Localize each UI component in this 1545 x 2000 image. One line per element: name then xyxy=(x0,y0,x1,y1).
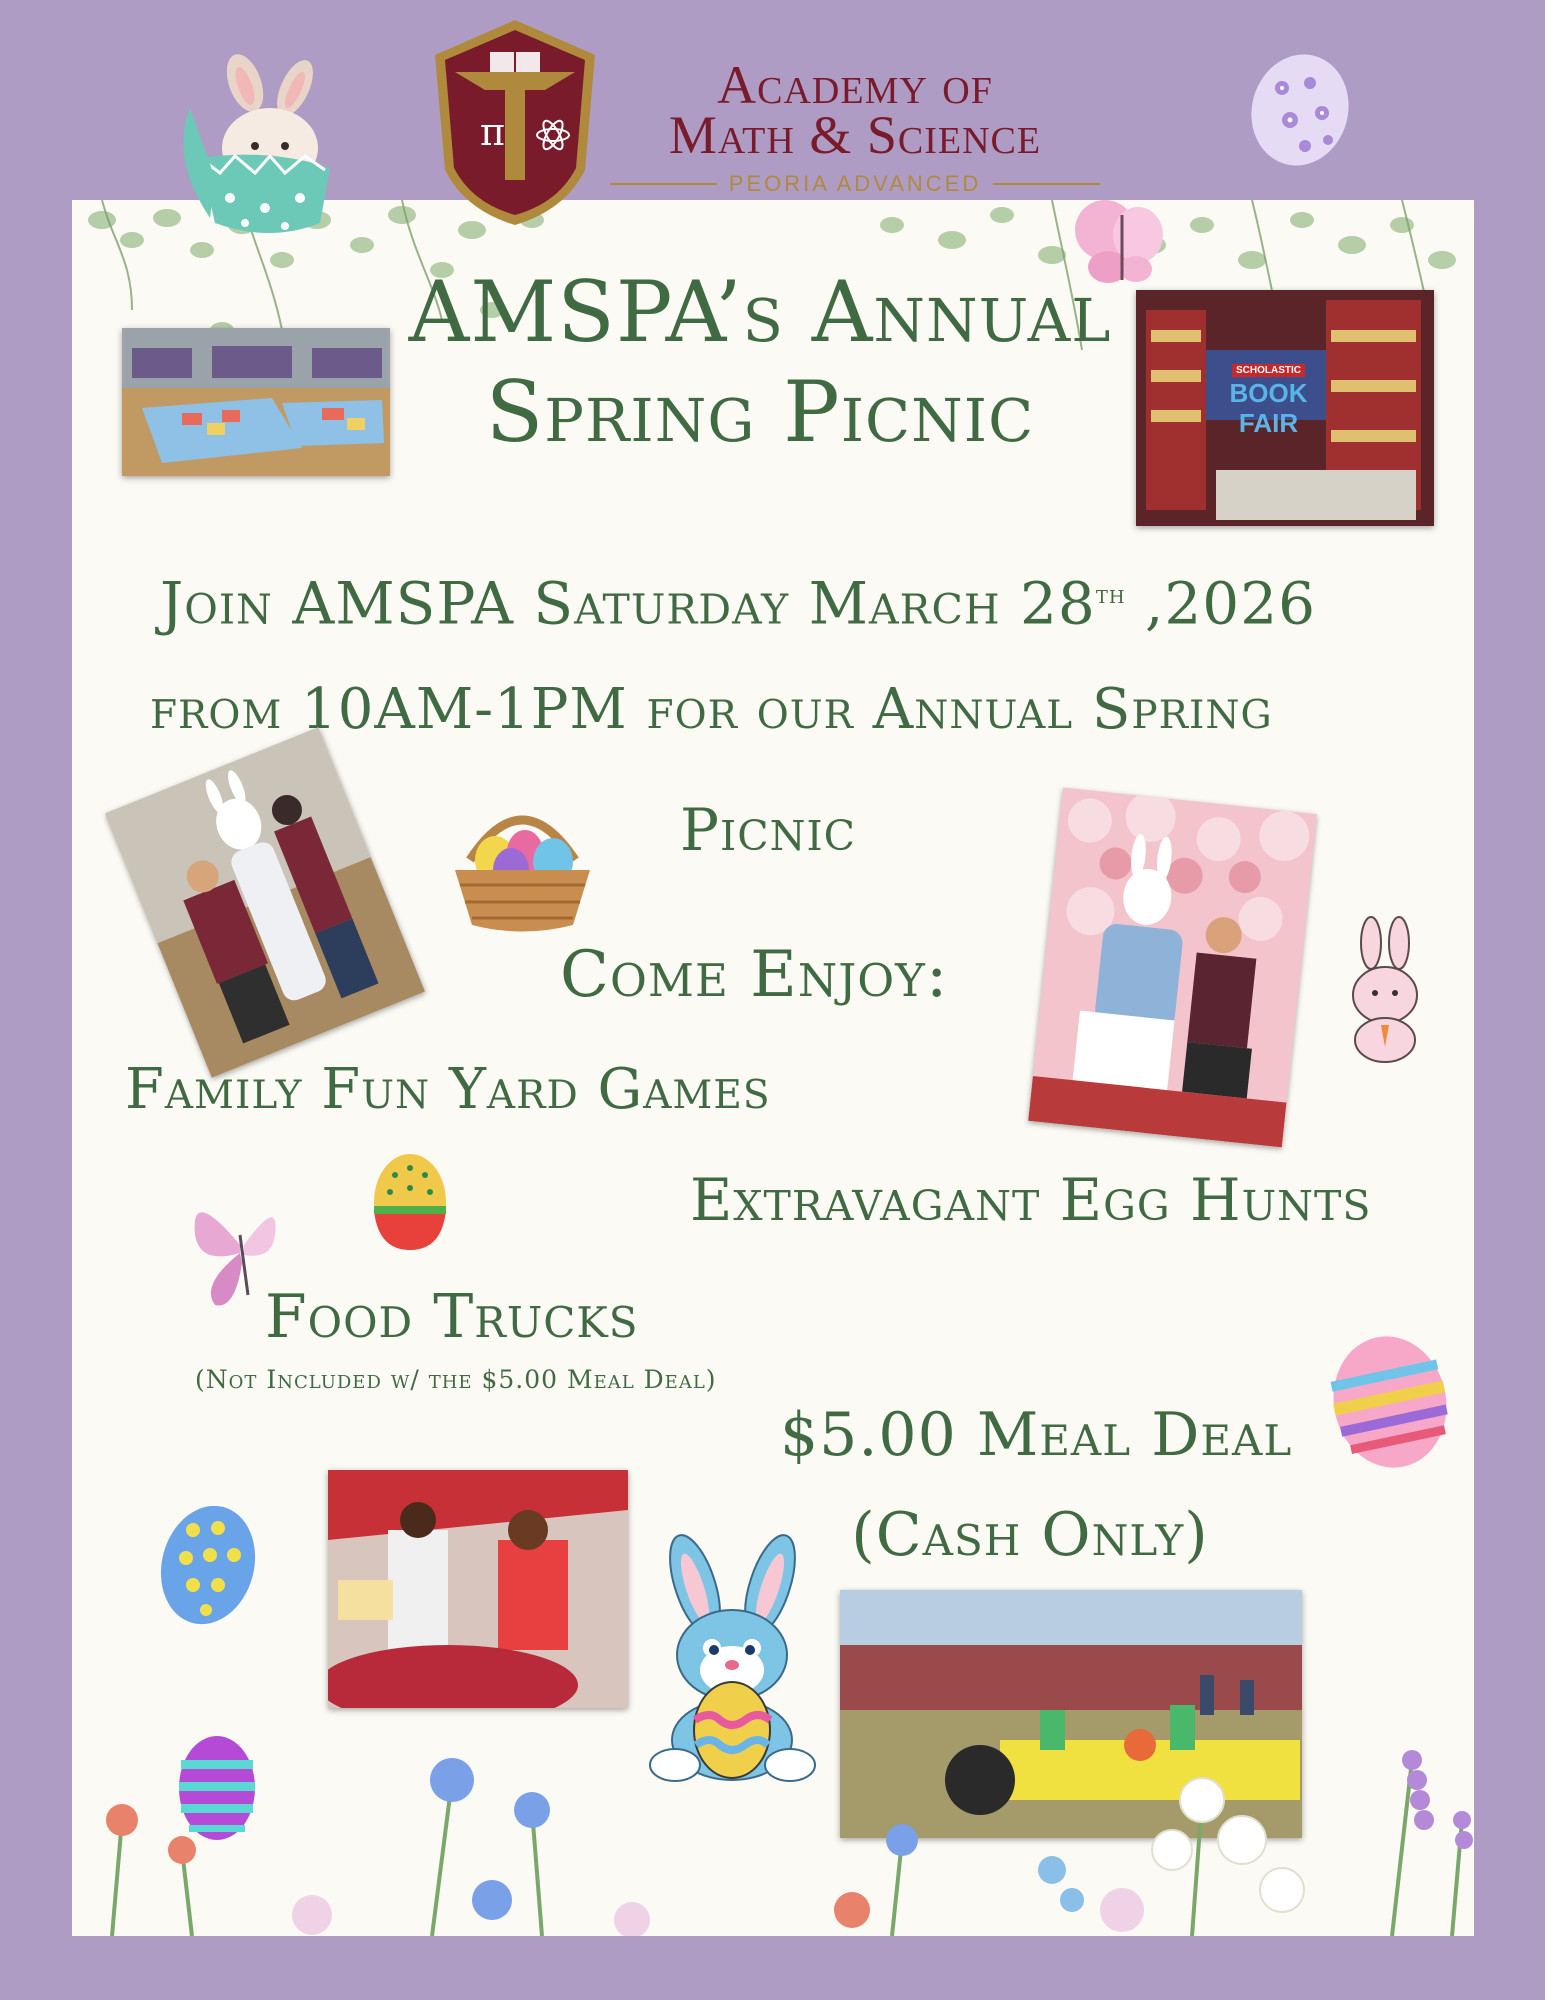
title-line-2: Spring Picnic xyxy=(485,363,1035,461)
invite-line-2: from 10AM-1PM for our Annual Spring xyxy=(150,677,1273,742)
pink-bunny-icon xyxy=(1345,915,1425,1065)
meal-deal-label: $5.00 Meal Deal xyxy=(780,1400,1293,1470)
school-name-line1: Academy of xyxy=(717,55,993,115)
photo-food-truck xyxy=(328,1470,628,1708)
scholastic-label: SCHOLASTIC xyxy=(1232,364,1305,377)
flyer-title xyxy=(400,262,1120,462)
invite-sup: th xyxy=(1095,580,1126,610)
bunny-in-egg-icon xyxy=(170,48,345,238)
activity-egg-hunts: Extravagant Egg Hunts xyxy=(690,1166,1372,1234)
easter-basket-icon xyxy=(445,790,600,935)
photo-easter-bunny-seated xyxy=(1028,788,1317,1148)
polka-dot-egg-icon xyxy=(158,1500,258,1630)
invite-line-3: Picnic xyxy=(680,796,857,864)
enjoy-heading: Come Enjoy: xyxy=(560,938,949,1012)
campus-label: PEORIA ADVANCED xyxy=(728,171,982,196)
school-name xyxy=(615,55,1095,165)
invite-line-1 xyxy=(160,560,1316,638)
meal-deal-block xyxy=(780,1385,1293,1585)
campus-tagline xyxy=(610,172,1100,196)
invite-year: ,2026 xyxy=(1125,569,1317,638)
school-name-line2: Math & Science xyxy=(668,105,1042,165)
invite-text: Join AMSPA Saturday March 28 xyxy=(160,569,1096,638)
food-trucks-note: (Not Included w/ the $5.00 Meal Deal) xyxy=(195,1365,717,1394)
striped-egg-icon xyxy=(1330,1330,1450,1470)
meal-deal-note: (Cash Only) xyxy=(851,1500,1209,1570)
photo-book-fair-tables xyxy=(122,328,390,476)
book-fair-sign xyxy=(1206,360,1331,438)
book-fair-label: BOOK FAIR xyxy=(1229,378,1308,438)
pi-symbol: π xyxy=(480,110,505,154)
polka-dot-egg-icon xyxy=(370,1150,450,1255)
activity-food-trucks: Food Trucks xyxy=(265,1282,639,1352)
title-line-1: AMSPA’s Annual xyxy=(408,263,1112,361)
purple-egg-icon xyxy=(1240,48,1360,168)
school-crest xyxy=(425,10,605,235)
activity-yard-games: Family Fun Yard Games xyxy=(125,1057,771,1122)
photo-scholastic-book-fair xyxy=(1136,290,1434,526)
flower-icon xyxy=(72,1700,1474,1936)
